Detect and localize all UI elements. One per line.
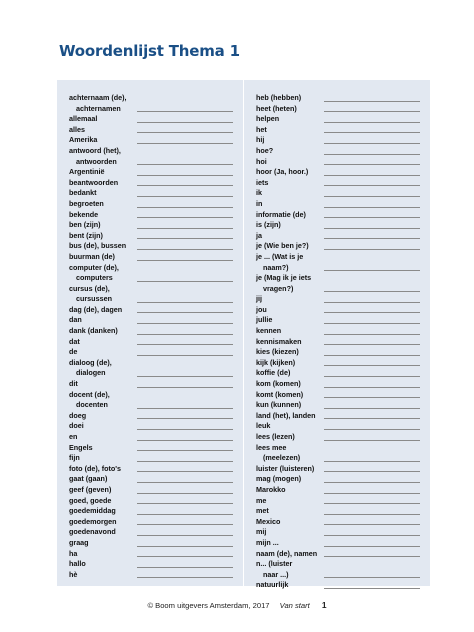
left-entry-list	[57, 80, 243, 580]
word-entry	[244, 368, 430, 379]
translation-blank-line[interactable]	[324, 154, 420, 155]
translation-blank-line[interactable]	[324, 429, 420, 430]
word-term: mij	[256, 527, 267, 537]
word-term: natuurlijk	[256, 580, 289, 590]
word-entry	[244, 337, 430, 348]
translation-blank-line[interactable]	[137, 440, 233, 441]
word-entry	[57, 443, 243, 454]
translation-blank-line[interactable]	[324, 471, 420, 472]
word-entry	[244, 315, 430, 326]
word-term: kijk (kijken)	[256, 357, 296, 367]
word-term: goedenavond	[69, 527, 116, 537]
translation-blank-line[interactable]	[324, 514, 420, 515]
translation-blank-line[interactable]	[137, 535, 233, 536]
translation-blank-line[interactable]	[324, 175, 420, 176]
word-term: lees (lezen)	[256, 432, 295, 441]
translation-blank-line[interactable]	[324, 291, 420, 292]
translation-blank-line[interactable]	[137, 418, 233, 419]
word-term: het	[256, 124, 267, 134]
word-term: naam?)	[263, 262, 289, 272]
word-list-left-column	[57, 80, 243, 586]
word-entry	[244, 517, 430, 528]
translation-blank-line[interactable]	[324, 122, 420, 123]
word-term: doeg	[69, 410, 87, 420]
word-entry	[244, 390, 430, 401]
word-entry	[244, 93, 430, 104]
word-entry	[244, 379, 430, 390]
word-entry	[57, 368, 243, 379]
translation-blank-line[interactable]	[324, 164, 420, 165]
word-term: bent (zijn)	[69, 230, 103, 240]
translation-blank-line[interactable]	[324, 249, 420, 250]
word-term: dat	[69, 336, 80, 346]
word-term: dialogen	[76, 368, 106, 378]
word-entry	[244, 114, 430, 125]
page-title: Woordenlijst Thema 1	[59, 42, 240, 60]
word-entry	[57, 210, 243, 221]
word-entry	[57, 146, 243, 157]
translation-blank-line[interactable]	[324, 355, 420, 356]
word-entry	[57, 114, 243, 125]
word-term: jij	[256, 294, 262, 304]
word-term: kennismaken	[256, 336, 302, 346]
word-term: begroeten	[69, 198, 104, 208]
word-entry	[244, 559, 430, 570]
word-term: bekende	[69, 209, 99, 219]
word-term: dank (danken)	[69, 326, 118, 336]
word-entry	[244, 305, 430, 316]
word-entry	[244, 188, 430, 199]
translation-blank-line[interactable]	[324, 111, 420, 112]
word-term: geef (geven)	[69, 484, 112, 494]
word-entry	[57, 453, 243, 464]
translation-blank-line[interactable]	[137, 567, 233, 568]
word-entry	[244, 464, 430, 475]
translation-blank-line[interactable]	[137, 461, 233, 462]
word-entry	[244, 570, 430, 581]
page-footer	[0, 600, 474, 610]
translation-blank-line[interactable]	[137, 323, 233, 324]
translation-blank-line[interactable]	[324, 418, 420, 419]
translation-blank-line[interactable]	[137, 122, 233, 123]
word-term: ja	[256, 230, 262, 240]
word-term: n... (luister	[256, 559, 293, 569]
word-entry	[57, 506, 243, 517]
translation-blank-line[interactable]	[137, 111, 233, 112]
word-term: docenten	[76, 400, 108, 410]
word-entry	[244, 199, 430, 210]
word-term: cursus (de),	[69, 283, 110, 293]
translation-blank-line[interactable]	[324, 387, 420, 388]
word-entry	[244, 358, 430, 369]
word-entry	[244, 241, 430, 252]
word-entry	[57, 284, 243, 295]
word-term: achternamen	[76, 103, 121, 113]
word-term: heet (heten)	[256, 103, 297, 113]
word-entry	[244, 273, 430, 284]
word-entry	[57, 421, 243, 432]
translation-blank-line[interactable]	[137, 164, 233, 165]
word-term: dialoog (de),	[69, 357, 112, 367]
word-term: gaat (gaan)	[69, 474, 108, 484]
word-term: goedemiddag	[69, 506, 116, 516]
word-term: fijn	[69, 453, 80, 463]
word-entry	[244, 421, 430, 432]
translation-blank-line[interactable]	[137, 312, 233, 313]
word-term: hoe?	[256, 145, 274, 155]
word-term: leuk	[256, 421, 271, 431]
word-term: jullie	[256, 315, 273, 325]
word-term: de	[69, 347, 78, 357]
translation-blank-line[interactable]	[137, 249, 233, 250]
translation-blank-line[interactable]	[324, 556, 420, 557]
word-entry	[57, 135, 243, 146]
translation-blank-line[interactable]	[324, 196, 420, 197]
word-term: Argentinië	[69, 167, 105, 177]
word-entry	[244, 263, 430, 274]
word-term: informatie (de)	[256, 209, 306, 219]
translation-blank-line[interactable]	[137, 260, 233, 261]
word-entry	[244, 347, 430, 358]
word-entry	[244, 157, 430, 168]
word-term: hij	[256, 135, 265, 145]
translation-blank-line[interactable]	[324, 440, 420, 441]
translation-blank-line[interactable]	[324, 270, 420, 271]
word-term: Mexico	[256, 516, 281, 526]
word-entry	[57, 390, 243, 401]
word-term: graag	[69, 537, 89, 547]
word-entry	[57, 570, 243, 581]
word-entry	[244, 474, 430, 485]
word-entry	[57, 305, 243, 316]
translation-blank-line[interactable]	[324, 397, 420, 398]
word-entry	[57, 231, 243, 242]
word-term: alles	[69, 124, 85, 134]
translation-blank-line[interactable]	[324, 132, 420, 133]
copyright-text: © Boom uitgevers Amsterdam, 2017	[147, 601, 270, 610]
word-entry	[244, 506, 430, 517]
word-entry	[57, 549, 243, 560]
translation-blank-line[interactable]	[137, 196, 233, 197]
word-term: kun (kunnen)	[256, 400, 302, 410]
translation-blank-line[interactable]	[324, 143, 420, 144]
word-entry	[57, 220, 243, 231]
translation-blank-line[interactable]	[324, 238, 420, 239]
translation-blank-line[interactable]	[137, 132, 233, 133]
translation-blank-line[interactable]	[137, 238, 233, 239]
translation-blank-line[interactable]	[324, 546, 420, 547]
word-entry	[244, 453, 430, 464]
word-term: naar ...)	[263, 569, 289, 579]
word-entry	[244, 210, 430, 221]
translation-blank-line[interactable]	[137, 175, 233, 176]
translation-blank-line[interactable]	[324, 185, 420, 186]
translation-blank-line[interactable]	[137, 344, 233, 345]
word-entry	[244, 125, 430, 136]
word-entry	[244, 432, 430, 443]
word-term: hoor (Ja, hoor.)	[256, 167, 309, 177]
word-term: kies (kiezen)	[256, 347, 299, 357]
word-term: in	[256, 198, 263, 208]
word-term: je (Wie ben je?)	[256, 241, 309, 251]
word-entry	[244, 284, 430, 295]
word-entry	[57, 358, 243, 369]
translation-blank-line[interactable]	[324, 302, 420, 303]
translation-blank-line[interactable]	[137, 503, 233, 504]
translation-blank-line[interactable]	[137, 355, 233, 356]
word-term: kom (komen)	[256, 379, 301, 389]
word-entry	[244, 231, 430, 242]
translation-blank-line[interactable]	[137, 334, 233, 335]
translation-blank-line[interactable]	[137, 450, 233, 451]
word-term: dit	[69, 379, 78, 389]
word-term: is (zijn)	[256, 220, 281, 230]
translation-blank-line[interactable]	[324, 217, 420, 218]
word-entry	[57, 337, 243, 348]
word-entry	[244, 496, 430, 507]
word-term: allemaal	[69, 114, 98, 124]
word-term: dan	[69, 315, 82, 325]
word-term: goed, goede	[69, 495, 112, 505]
translation-blank-line[interactable]	[324, 376, 420, 377]
word-term: Amerika	[69, 135, 98, 145]
word-entry	[57, 252, 243, 263]
word-entry	[57, 538, 243, 549]
word-entry	[57, 263, 243, 274]
word-term: beantwoorden	[69, 177, 119, 187]
word-entry	[244, 178, 430, 189]
word-entry	[244, 146, 430, 157]
word-entry	[57, 559, 243, 570]
translation-blank-line[interactable]	[137, 143, 233, 144]
translation-blank-line[interactable]	[137, 408, 233, 409]
word-entry	[57, 167, 243, 178]
translation-blank-line[interactable]	[137, 281, 233, 282]
word-term: cursussen	[76, 294, 112, 304]
translation-blank-line[interactable]	[324, 524, 420, 525]
word-term: jou	[256, 304, 267, 314]
word-term: je ... (Wat is je	[256, 251, 304, 261]
word-entry	[57, 400, 243, 411]
word-entry	[244, 549, 430, 560]
word-entry	[57, 241, 243, 252]
word-term: hallo	[69, 559, 86, 569]
word-entry	[57, 157, 243, 168]
word-entry	[57, 315, 243, 326]
translation-blank-line[interactable]	[137, 217, 233, 218]
translation-blank-line[interactable]	[324, 482, 420, 483]
word-entry	[244, 580, 430, 591]
word-term: vragen?)	[263, 283, 294, 293]
word-entry	[244, 294, 430, 305]
word-term: computers	[76, 273, 113, 283]
word-term: komt (komen)	[256, 389, 304, 399]
word-entry	[57, 326, 243, 337]
word-list-right-column	[244, 80, 430, 590]
word-term: naam (de), namen	[256, 548, 318, 558]
word-entry	[244, 443, 430, 454]
word-term: Marokko	[256, 484, 286, 494]
translation-blank-line[interactable]	[324, 577, 420, 578]
word-term: computer (de),	[69, 262, 119, 272]
word-entry	[57, 474, 243, 485]
word-term: heb (hebben)	[256, 93, 302, 102]
word-term: ik	[256, 188, 262, 198]
translation-blank-line[interactable]	[137, 493, 233, 494]
translation-blank-line[interactable]	[324, 312, 420, 313]
word-entry	[57, 464, 243, 475]
translation-blank-line[interactable]	[137, 482, 233, 483]
word-entry	[244, 527, 430, 538]
word-term: met	[256, 506, 269, 516]
word-entry	[244, 326, 430, 337]
translation-blank-line[interactable]	[137, 387, 233, 388]
word-term: achternaam (de),	[69, 93, 127, 102]
translation-blank-line[interactable]	[137, 577, 233, 578]
word-entry	[57, 93, 243, 104]
translation-blank-line[interactable]	[324, 334, 420, 335]
word-term: ben (zijn)	[69, 220, 101, 230]
word-entry	[57, 104, 243, 115]
translation-blank-line[interactable]	[324, 344, 420, 345]
word-term: Engels	[69, 442, 93, 452]
word-entry	[57, 273, 243, 284]
word-entry	[244, 411, 430, 422]
word-entry	[57, 496, 243, 507]
translation-blank-line[interactable]	[137, 302, 233, 303]
translation-blank-line[interactable]	[324, 493, 420, 494]
translation-blank-line[interactable]	[137, 207, 233, 208]
translation-blank-line[interactable]	[137, 185, 233, 186]
word-term: buurman (de)	[69, 251, 115, 261]
word-entry	[244, 485, 430, 496]
translation-blank-line[interactable]	[137, 376, 233, 377]
word-entry	[244, 167, 430, 178]
word-entry	[57, 432, 243, 443]
translation-blank-line[interactable]	[137, 524, 233, 525]
translation-blank-line[interactable]	[137, 556, 233, 557]
word-term: helpen	[256, 114, 280, 124]
translation-blank-line[interactable]	[324, 408, 420, 409]
word-term: lees mee	[256, 442, 287, 452]
right-entry-list	[244, 80, 430, 591]
translation-blank-line[interactable]	[137, 228, 233, 229]
book-title: Van start	[279, 601, 310, 610]
word-entry	[57, 188, 243, 199]
translation-blank-line[interactable]	[324, 101, 420, 102]
translation-blank-line[interactable]	[324, 323, 420, 324]
translation-blank-line[interactable]	[324, 535, 420, 536]
translation-blank-line[interactable]	[137, 429, 233, 430]
word-entry	[57, 178, 243, 189]
word-term: me	[256, 495, 267, 505]
word-term: hè	[69, 569, 78, 579]
translation-blank-line[interactable]	[137, 471, 233, 472]
word-term: kennen	[256, 326, 282, 336]
word-entry	[57, 379, 243, 390]
word-term: dag (de), dagen	[69, 304, 123, 314]
word-term: koffie (de)	[256, 368, 291, 378]
word-entry	[244, 252, 430, 263]
word-term: hoi	[256, 156, 267, 166]
translation-blank-line[interactable]	[324, 461, 420, 462]
word-entry	[244, 135, 430, 146]
word-entry	[244, 220, 430, 231]
word-term: land (het), landen	[256, 410, 316, 420]
word-entry	[57, 517, 243, 528]
page-number: 1	[321, 600, 327, 610]
translation-blank-line[interactable]	[324, 228, 420, 229]
word-entry	[244, 400, 430, 411]
word-term: goedemorgen	[69, 516, 117, 526]
translation-blank-line[interactable]	[137, 514, 233, 515]
word-term: bedankt	[69, 188, 97, 198]
translation-blank-line[interactable]	[324, 207, 420, 208]
translation-blank-line[interactable]	[324, 503, 420, 504]
word-term: iets	[256, 177, 269, 187]
word-term: doei	[69, 421, 84, 431]
word-term: bus (de), bussen	[69, 241, 127, 251]
word-entry	[57, 347, 243, 358]
word-term: ha	[69, 548, 78, 558]
word-term: docent (de),	[69, 389, 110, 399]
word-term: en	[69, 432, 78, 441]
word-entry	[57, 527, 243, 538]
translation-blank-line[interactable]	[324, 365, 420, 366]
word-term: antwoord (het),	[69, 145, 121, 155]
word-entry	[57, 199, 243, 210]
word-term: (meelezen)	[263, 453, 301, 463]
word-term: mag (mogen)	[256, 474, 302, 484]
word-term: luister (luisteren)	[256, 463, 315, 473]
word-term: foto (de), foto's	[69, 463, 122, 473]
word-entry	[57, 125, 243, 136]
word-term: mijn ...	[256, 537, 279, 547]
translation-blank-line[interactable]	[137, 546, 233, 547]
word-term: antwoorden	[76, 156, 117, 166]
word-entry	[57, 485, 243, 496]
word-entry	[244, 104, 430, 115]
word-entry	[57, 411, 243, 422]
translation-blank-line[interactable]	[324, 588, 420, 589]
word-term: je (Mag ik je iets	[256, 273, 312, 283]
word-entry	[244, 538, 430, 549]
word-entry	[57, 294, 243, 305]
